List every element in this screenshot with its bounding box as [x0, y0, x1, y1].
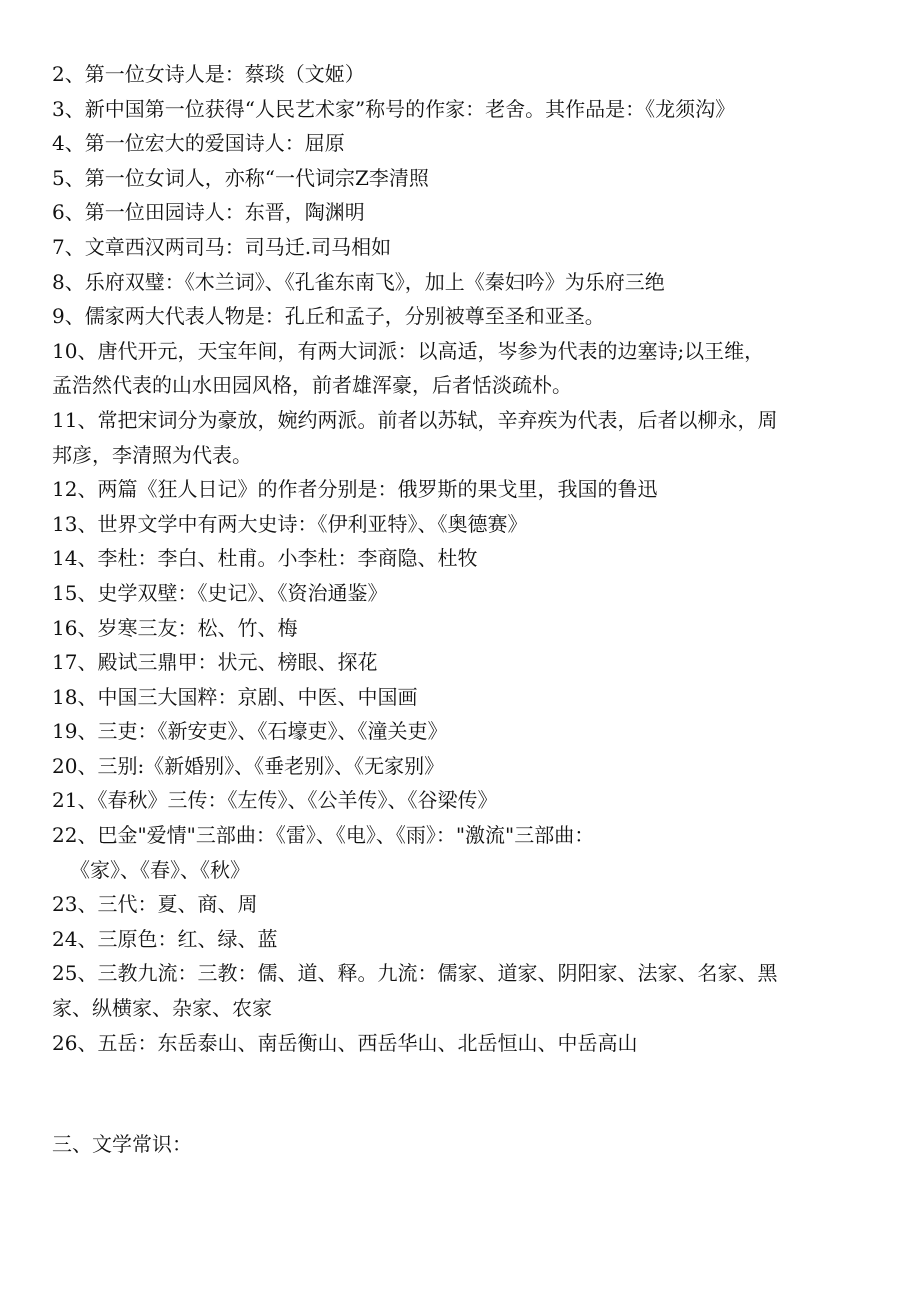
list-item: 11、常把宋词分为豪放，婉约两派。前者以苏轼，辛弃疾为代表，后者以柳永，周邦彦，李清照为代表。 [52, 407, 778, 467]
list-item-22-line1: 22、巴金"爱情"三部曲：《雷》、《电》、《雨》："激流"三部曲： [52, 823, 595, 848]
list-item: 3、新中国第一位获得“人民艺术家”称号的作家：老舍。其作品是：《龙须沟》 [52, 96, 736, 121]
list-item: 6、第一位田园诗人：东晋，陶渊明 [52, 200, 365, 225]
list-item: 19、三吏：《新安吏》、《石壕吏》、《潼关吏》 [52, 719, 448, 744]
list-item: 13、世界文学中有两大史诗：《伊利亚特》、《奥德赛》 [52, 511, 528, 536]
list-item: 21、《春秋》三传：《左传》、《公羊传》、《谷梁传》 [52, 788, 498, 813]
list-item: 10、唐代开元，天宝年间，有两大词派：以高适，岑参为代表的边塞诗;以王维，孟浩然代表的山水田园风格，前者雄浑豪，后者恬淡疏朴。 [52, 338, 765, 398]
list-item: 5、第一位女词人，亦称“一代词宗Z李清照 [52, 165, 429, 190]
list-item: 20、三别:《新婚别》、《垂老别》、《无家别》 [52, 753, 445, 778]
list-item: 23、三代：夏、商、周 [52, 892, 258, 917]
list-item: 7、文章西汉两司马：司马迁.司马相如 [52, 234, 392, 259]
list-item: 15、史学双壁：《史记》、《资治通鉴》 [52, 580, 388, 605]
list-item: 17、殿试三鼎甲：状元、榜眼、探花 [52, 650, 378, 675]
section-heading: 三、文学常识： [52, 1132, 192, 1156]
document-body [52, 57, 782, 1060]
list-item: 18、中国三大国粹：京剧、中医、中国画 [52, 684, 418, 709]
list-item: 9、儒家两大代表人物是：孔丘和孟子，分别被尊至圣和亚圣。 [52, 304, 605, 329]
list-item: 12、两篇《狂人日记》的作者分别是：俄罗斯的果戈里，我国的鲁迅 [52, 477, 658, 502]
list-item: 8、乐府双璧：《木兰词》、《孔雀东南飞》，加上《秦妇吟》为乐府三绝 [52, 269, 665, 294]
list-item: 25、三教九流：三教：儒、道、释。九流：儒家、道家、阴阳家、法家、名家、黑家、纵横家、杂家、农家 [52, 961, 778, 1021]
list-item: 16、岁寒三友：松、竹、梅 [52, 615, 298, 640]
list-item: 14、李杜：李白、杜甫。小李杜：李商隐、杜牧 [52, 546, 478, 571]
list-item-22 [52, 818, 782, 887]
list-item: 24、三原色：红、绿、蓝 [52, 926, 278, 951]
list-item: 2、第一位女诗人是：蔡琰（文姬） [52, 62, 365, 86]
list-item: 26、五岳：东岳泰山、南岳衡山、西岳华山、北岳恒山、中岳高山 [52, 1030, 638, 1055]
list-item: 4、第一位宏大的爱国诗人：屈原 [52, 131, 345, 156]
list-item-22-line2: 《家》、《春》、《秋》 [70, 857, 250, 882]
